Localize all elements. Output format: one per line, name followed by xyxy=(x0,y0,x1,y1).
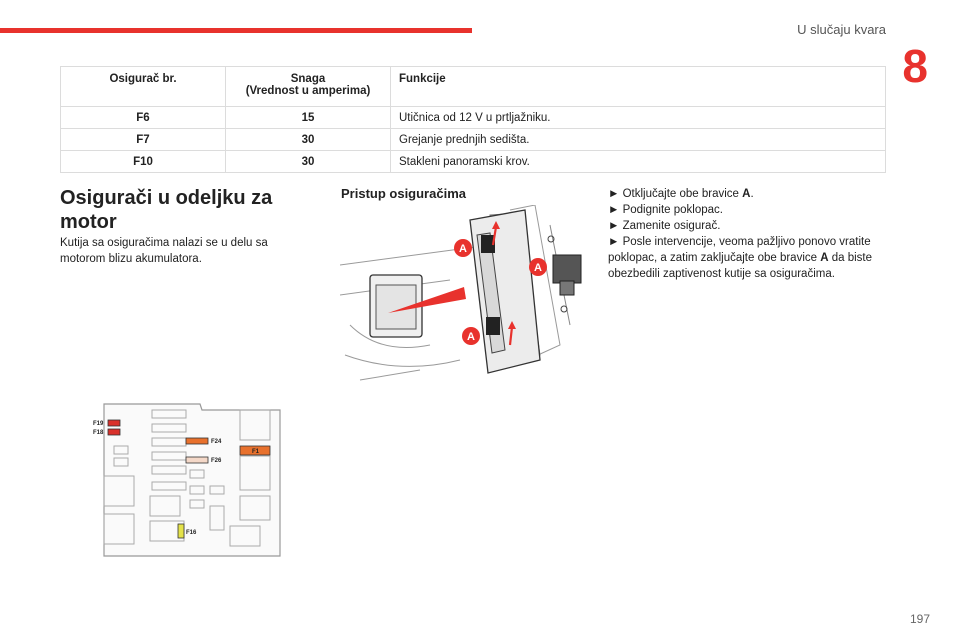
fuse-table xyxy=(60,66,886,173)
fuse-label-f1: F1 xyxy=(252,449,260,455)
cell-amperage: 30 xyxy=(226,129,391,151)
callout-a xyxy=(462,327,480,345)
step-text: Otključajte obe bravice xyxy=(622,188,743,200)
step-item xyxy=(608,202,893,218)
step-text: Podignite poklopac. xyxy=(622,204,723,216)
col-header-fuse-no: Osigurač br. xyxy=(61,67,226,107)
table-row xyxy=(61,129,886,151)
header-accent-bar xyxy=(0,28,472,33)
access-heading: Pristup osiguračima xyxy=(341,186,466,201)
callout-a xyxy=(454,239,472,257)
cell-function: Utičnica od 12 V u prtljažniku. xyxy=(391,107,886,129)
col-header-amperage-line2: (Vrednost u amperima) xyxy=(245,85,371,97)
chapter-number: 8 xyxy=(902,40,928,92)
triangle-bullet-icon: ► xyxy=(608,188,620,200)
step-item xyxy=(608,186,893,202)
step-bold: A xyxy=(820,252,829,264)
access-steps xyxy=(608,186,893,282)
col-header-amperage-line1: Snaga xyxy=(290,73,326,85)
cell-function: Stakleni panoramski krov. xyxy=(391,151,886,173)
svg-text:A: A xyxy=(534,262,542,274)
cover-panel xyxy=(470,210,540,373)
step-text: Posle intervencije, veoma pažljivo ponovo vratite poklopac, a zatim zaključajte obe bravice xyxy=(608,236,871,264)
table-header-row xyxy=(61,67,886,107)
fuse-label-f16: F16 xyxy=(186,530,197,536)
fuse-f24 xyxy=(186,438,208,444)
section-title: U slučaju kvara xyxy=(797,22,886,37)
fuse-f19 xyxy=(108,420,120,426)
step-text: Zamenite osigurač. xyxy=(622,220,721,232)
fuse-f18 xyxy=(108,429,120,435)
step-text-end: . xyxy=(750,188,754,200)
engine-fuses-intro: Kutija sa osiguračima nalazi se u delu sa motorom blizu akumulatora. xyxy=(60,237,268,265)
svg-text:A: A xyxy=(467,331,475,343)
step-item xyxy=(608,218,893,234)
page-number: 197 xyxy=(909,612,930,626)
latch-detail xyxy=(548,225,581,325)
cell-amperage: 15 xyxy=(226,107,391,129)
col-header-amperage xyxy=(226,67,391,107)
fusebox-layout-diagram xyxy=(90,396,290,566)
callout-a xyxy=(529,258,547,276)
triangle-bullet-icon: ► xyxy=(608,204,620,216)
step-item xyxy=(608,234,893,282)
fuse-label-f26: F26 xyxy=(211,458,222,464)
step-bold: A xyxy=(742,188,751,200)
latch-clip xyxy=(486,317,500,335)
engine-fuses-heading: Osigurači u odeljku za motor xyxy=(60,187,273,233)
table-row xyxy=(61,151,886,173)
fuse-label-f24: F24 xyxy=(211,439,222,445)
cell-fuse: F7 xyxy=(61,129,226,151)
step-text-end: da biste obezbedili zaptivenost kutije sa osiguračima. xyxy=(608,252,873,280)
col-header-functions: Funkcije xyxy=(391,67,886,107)
cell-fuse: F10 xyxy=(61,151,226,173)
fuse-f16 xyxy=(178,524,184,538)
table-row xyxy=(61,107,886,129)
svg-text:A: A xyxy=(459,243,467,255)
triangle-bullet-icon: ► xyxy=(608,236,620,248)
fuse-label-f19: F19 xyxy=(93,421,104,427)
cell-function: Grejanje prednjih sedišta. xyxy=(391,129,886,151)
fuse-f26 xyxy=(186,457,208,463)
fusebox-access-illustration xyxy=(340,205,598,385)
triangle-bullet-icon: ► xyxy=(608,220,620,232)
cell-fuse: F6 xyxy=(61,107,226,129)
cell-amperage: 30 xyxy=(226,151,391,173)
fuse-label-f18: F18 xyxy=(93,430,104,436)
